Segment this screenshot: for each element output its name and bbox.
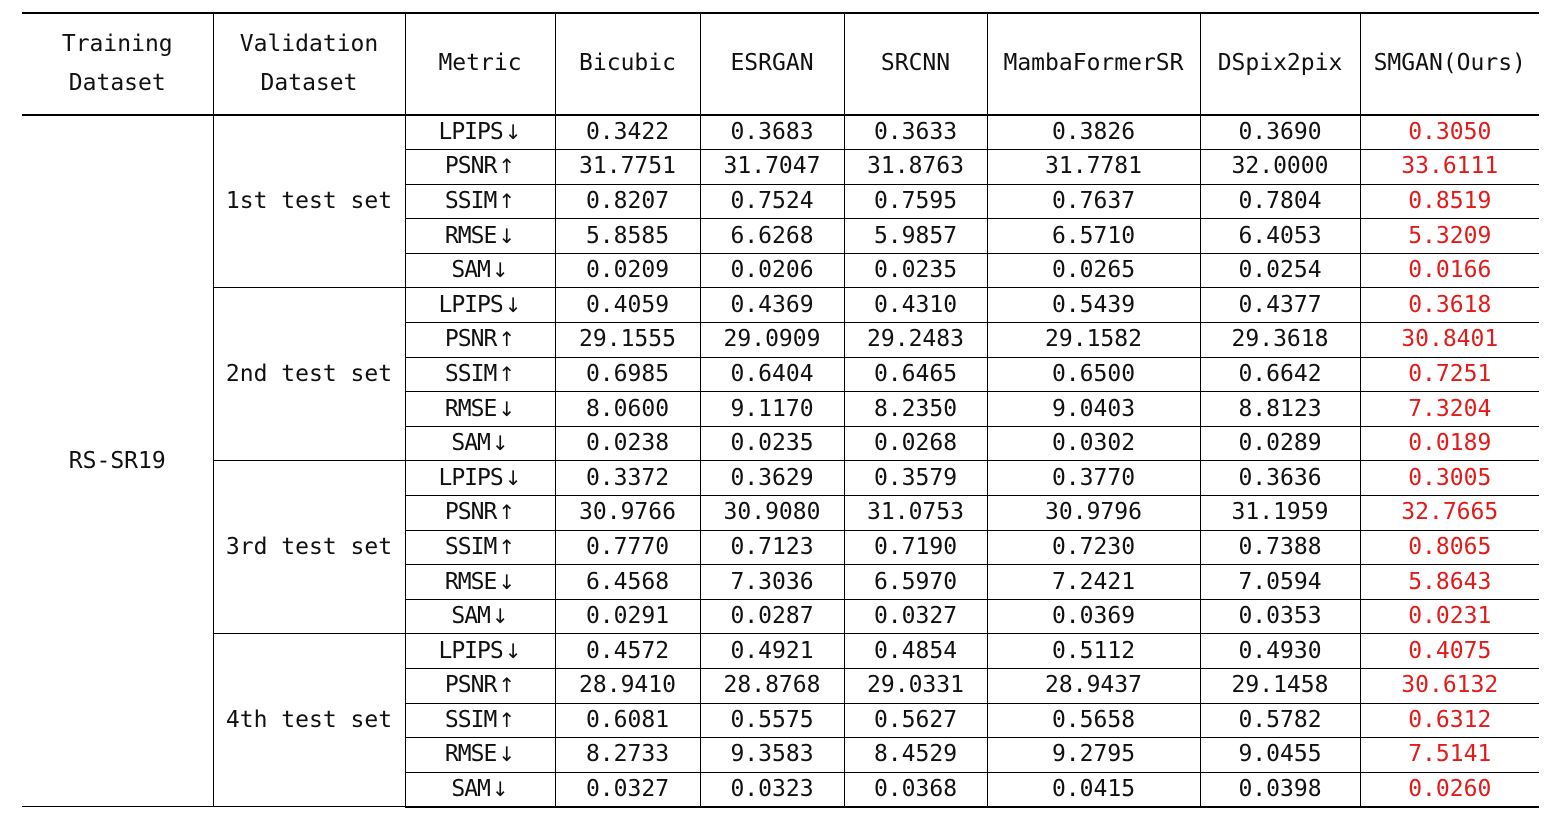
best-value-cell: 30.8401 [1360,323,1539,358]
best-value-cell: 0.0260 [1360,772,1539,807]
value-cell: 29.2483 [844,323,987,358]
metric-cell [405,219,555,254]
metric-name: SAM [451,257,490,284]
metric-name: SSIM [444,187,497,214]
table-row [22,461,1539,496]
value-cell: 31.0753 [844,496,987,531]
metric-name: PSNR [444,499,497,526]
metric-cell [405,599,555,634]
value-cell: 0.0302 [987,426,1200,461]
value-cell: 0.4369 [700,288,844,323]
metric-name: LPIPS [438,119,503,146]
value-cell: 0.0238 [555,426,700,461]
value-cell: 7.3036 [700,565,844,600]
value-cell: 0.0287 [700,599,844,634]
metric-direction-arrow: ↑ [498,327,516,352]
value-cell: 0.3826 [987,115,1200,150]
value-cell: 8.4529 [844,738,987,773]
metric-cell [405,253,555,288]
metric-direction-arrow: ↓ [491,776,509,801]
value-cell: 0.5575 [700,703,844,738]
value-cell: 29.1555 [555,323,700,358]
value-cell: 0.0398 [1200,772,1360,807]
value-cell: 0.7770 [555,530,700,565]
validation-set-cell: 3rd test set [213,461,405,634]
value-cell: 6.5970 [844,565,987,600]
value-cell: 0.0289 [1200,426,1360,461]
metric-cell [405,392,555,427]
value-cell: 0.3683 [700,115,844,150]
best-value-cell: 0.8065 [1360,530,1539,565]
value-cell: 9.1170 [700,392,844,427]
header-smgan-ours: SMGAN(Ours) [1360,13,1539,115]
value-cell: 0.4059 [555,288,700,323]
value-cell: 7.2421 [987,565,1200,600]
best-value-cell: 0.0189 [1360,426,1539,461]
value-cell: 9.3583 [700,738,844,773]
table-row [22,115,1539,150]
table-row [22,288,1539,323]
metric-direction-arrow: ↓ [504,292,522,317]
value-cell: 0.0323 [700,772,844,807]
header-validation-dataset: Validation Dataset [213,13,405,115]
value-cell: 9.2795 [987,738,1200,773]
metric-direction-arrow: ↑ [498,707,516,732]
best-value-cell: 33.6111 [1360,150,1539,185]
value-cell: 0.7595 [844,184,987,219]
value-cell: 8.0600 [555,392,700,427]
metric-name: SAM [451,603,490,630]
best-value-cell: 0.7251 [1360,357,1539,392]
header-metric: Metric [405,13,555,115]
best-value-cell: 0.0166 [1360,253,1539,288]
validation-set-cell: 1st test set [213,115,405,288]
metric-cell [405,634,555,669]
value-cell: 0.0235 [700,426,844,461]
best-value-cell: 5.8643 [1360,565,1539,600]
value-cell: 0.6642 [1200,357,1360,392]
value-cell: 0.7637 [987,184,1200,219]
value-cell: 0.0291 [555,599,700,634]
value-cell: 31.8763 [844,150,987,185]
header-esrgan: ESRGAN [700,13,844,115]
value-cell: 0.7123 [700,530,844,565]
value-cell: 0.0209 [555,253,700,288]
metric-direction-arrow: ↑ [498,154,516,179]
value-cell: 29.0331 [844,669,987,704]
value-cell: 32.0000 [1200,150,1360,185]
value-cell: 30.9796 [987,496,1200,531]
value-cell: 6.4568 [555,565,700,600]
header-row [22,13,1539,115]
value-cell: 0.4572 [555,634,700,669]
value-cell: 7.0594 [1200,565,1360,600]
value-cell: 0.0254 [1200,253,1360,288]
metric-direction-arrow: ↓ [491,431,509,456]
metric-direction-arrow: ↓ [498,223,516,248]
metric-name: LPIPS [438,464,503,491]
metric-direction-arrow: ↑ [498,361,516,386]
value-cell: 0.6081 [555,703,700,738]
value-cell: 0.4377 [1200,288,1360,323]
value-cell: 0.3422 [555,115,700,150]
value-cell: 28.9437 [987,669,1200,704]
value-cell: 0.0206 [700,253,844,288]
metric-cell [405,357,555,392]
value-cell: 6.6268 [700,219,844,254]
metric-cell [405,496,555,531]
metric-cell [405,288,555,323]
value-cell: 0.3633 [844,115,987,150]
metric-name: RMSE [444,568,497,595]
metric-direction-arrow: ↓ [504,120,522,145]
value-cell: 6.4053 [1200,219,1360,254]
value-cell: 0.4854 [844,634,987,669]
value-cell: 0.7190 [844,530,987,565]
validation-set-cell: 2nd test set [213,288,405,461]
best-value-cell: 7.5141 [1360,738,1539,773]
value-cell: 0.7230 [987,530,1200,565]
value-cell: 9.0455 [1200,738,1360,773]
results-table [22,12,1539,808]
value-cell: 29.1582 [987,323,1200,358]
header-training-dataset: Training Dataset [22,13,213,115]
value-cell: 0.5112 [987,634,1200,669]
value-cell: 0.8207 [555,184,700,219]
metric-name: SSIM [444,360,497,387]
metric-name: PSNR [444,326,497,353]
value-cell: 0.7804 [1200,184,1360,219]
best-value-cell: 0.3050 [1360,115,1539,150]
value-cell: 8.2733 [555,738,700,773]
value-cell: 0.4921 [700,634,844,669]
header-dspix2pix: DSpix2pix [1200,13,1360,115]
metric-cell [405,565,555,600]
value-cell: 0.0368 [844,772,987,807]
best-value-cell: 0.3618 [1360,288,1539,323]
metric-cell [405,323,555,358]
metric-direction-arrow: ↓ [498,742,516,767]
metric-direction-arrow: ↓ [504,638,522,663]
metric-direction-arrow: ↓ [491,258,509,283]
metric-cell [405,115,555,150]
value-cell: 0.3770 [987,461,1200,496]
value-cell: 0.3372 [555,461,700,496]
value-cell: 0.3636 [1200,461,1360,496]
value-cell: 9.0403 [987,392,1200,427]
value-cell: 0.6404 [700,357,844,392]
value-cell: 0.0235 [844,253,987,288]
best-value-cell: 30.6132 [1360,669,1539,704]
metric-name: LPIPS [438,637,503,664]
value-cell: 0.0268 [844,426,987,461]
value-cell: 28.8768 [700,669,844,704]
metric-name: SSIM [444,533,497,560]
metric-direction-arrow: ↓ [504,465,522,490]
header-bicubic: Bicubic [555,13,700,115]
best-value-cell: 0.8519 [1360,184,1539,219]
value-cell: 31.7751 [555,150,700,185]
value-cell: 0.4930 [1200,634,1360,669]
best-value-cell: 0.0231 [1360,599,1539,634]
metric-name: PSNR [444,672,497,699]
value-cell: 0.0353 [1200,599,1360,634]
metric-name: RMSE [444,222,497,249]
header-srcnn: SRCNN [844,13,987,115]
value-cell: 8.8123 [1200,392,1360,427]
metric-direction-arrow: ↑ [498,500,516,525]
best-value-cell: 32.7665 [1360,496,1539,531]
metric-direction-arrow: ↑ [498,188,516,213]
value-cell: 0.5627 [844,703,987,738]
value-cell: 30.9766 [555,496,700,531]
best-value-cell: 0.6312 [1360,703,1539,738]
value-cell: 29.3618 [1200,323,1360,358]
metric-name: SSIM [444,706,497,733]
metric-direction-arrow: ↑ [498,673,516,698]
best-value-cell: 5.3209 [1360,219,1539,254]
metric-direction-arrow: ↓ [498,396,516,421]
value-cell: 0.0415 [987,772,1200,807]
metric-name: PSNR [444,153,497,180]
validation-set-cell: 4th test set [213,634,405,807]
table-body [22,115,1539,807]
metric-cell [405,150,555,185]
value-cell: 5.9857 [844,219,987,254]
header-mambaformersr: MambaFormerSR [987,13,1200,115]
metric-cell [405,738,555,773]
value-cell: 0.5658 [987,703,1200,738]
best-value-cell: 7.3204 [1360,392,1539,427]
value-cell: 0.6465 [844,357,987,392]
metric-cell [405,184,555,219]
table-row [22,634,1539,669]
value-cell: 0.4310 [844,288,987,323]
training-dataset-cell: RS-SR19 [22,115,213,807]
value-cell: 0.7388 [1200,530,1360,565]
value-cell: 8.2350 [844,392,987,427]
metric-name: LPIPS [438,291,503,318]
value-cell: 0.0265 [987,253,1200,288]
metric-name: RMSE [444,395,497,422]
value-cell: 0.3690 [1200,115,1360,150]
value-cell: 31.7047 [700,150,844,185]
metric-cell [405,530,555,565]
value-cell: 0.5782 [1200,703,1360,738]
value-cell: 0.5439 [987,288,1200,323]
value-cell: 0.3579 [844,461,987,496]
value-cell: 31.7781 [987,150,1200,185]
metric-direction-arrow: ↓ [498,569,516,594]
value-cell: 30.9080 [700,496,844,531]
value-cell: 0.0327 [844,599,987,634]
value-cell: 0.7524 [700,184,844,219]
best-value-cell: 0.3005 [1360,461,1539,496]
value-cell: 0.3629 [700,461,844,496]
best-value-cell: 0.4075 [1360,634,1539,669]
value-cell: 0.0369 [987,599,1200,634]
metric-name: RMSE [444,741,497,768]
metric-name: SAM [451,430,490,457]
metric-cell [405,461,555,496]
value-cell: 29.1458 [1200,669,1360,704]
value-cell: 29.0909 [700,323,844,358]
metric-cell [405,772,555,807]
value-cell: 31.1959 [1200,496,1360,531]
metric-cell [405,426,555,461]
value-cell: 5.8585 [555,219,700,254]
value-cell: 0.6985 [555,357,700,392]
metric-cell [405,669,555,704]
value-cell: 28.9410 [555,669,700,704]
metric-name: SAM [451,775,490,802]
value-cell: 6.5710 [987,219,1200,254]
metric-cell [405,703,555,738]
value-cell: 0.0327 [555,772,700,807]
value-cell: 0.6500 [987,357,1200,392]
metric-direction-arrow: ↓ [491,604,509,629]
metric-direction-arrow: ↑ [498,534,516,559]
